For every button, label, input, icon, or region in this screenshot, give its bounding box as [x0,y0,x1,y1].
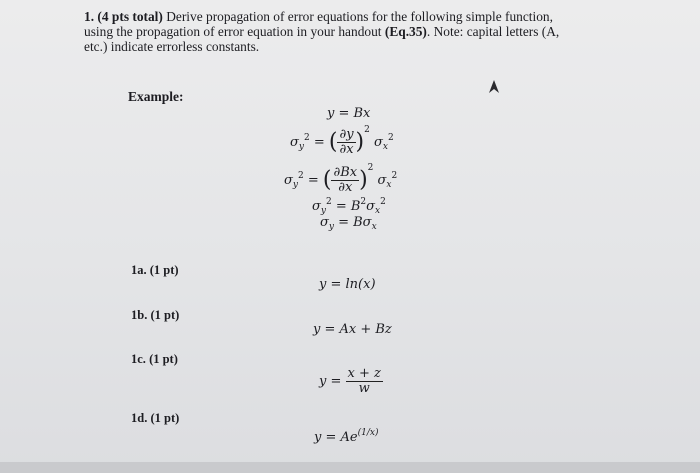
problem-line-3 [84,39,664,54]
example-equation-5: $\sigma_y = B\sigma_x$ [320,215,377,232]
part-1b-points: (1 pt) [150,308,180,322]
problem-number: 1. [84,9,95,24]
problem-line-1 [84,9,664,24]
problem-text-2b: . Note: capital letters (A, [426,24,560,39]
part-1d-points: (1 pt) [150,411,180,425]
example-equation-3: $\sigma_y^2$ = ( $\frac{\partial Bx}{\partial x}$ )$^2$ $\sigma_x^2$ [284,163,398,195]
problem-statement [84,9,664,54]
part-1c-label [131,352,178,367]
problem-points: (4 pts total) [97,9,163,24]
part-1b-label [131,308,179,323]
part-1a-number: 1a. [131,263,147,277]
problem-text-1: Derive propagation of error equations for the following simple function, [162,9,553,24]
problem-text-3: etc.) indicate errorless constants. [84,39,260,54]
part-1a-label [131,263,179,278]
part-1c-points: (1 pt) [149,352,178,366]
part-1c-equation: y = $\frac{x + z}{w}$ [319,366,381,396]
equation-reference: (Eq.35) [384,24,427,39]
example-equation-1: y = Bx [327,106,371,121]
part-1a-points: (1 pt) [149,263,179,277]
part-1b-number: 1b. [131,308,148,322]
part-1d-number: 1d. [131,411,148,425]
problem-text-2a: using the propagation of error equation in your handout [84,24,385,39]
example-equation-4: $\sigma_y^2 = B^2\sigma_x^2$ [312,197,386,216]
part-1d-equation: $y = Ae^{(1/x)}$ [314,428,379,445]
part-1c-number: 1c. [131,352,146,366]
bottom-strip [0,462,700,473]
mouse-cursor-icon [487,79,501,95]
example-label: Example: [128,89,184,104]
part-1d-label [131,411,179,426]
problem-line-2 [84,24,664,39]
example-equation-2: $\sigma_y^2$ = ( $\frac{\partial y}{\partial x}$ )$^2$ $\sigma_x^2$ [290,125,394,157]
part-1b-equation: y = Ax + Bz [313,322,392,337]
part-1a-equation: y = ln(x) [319,277,376,292]
